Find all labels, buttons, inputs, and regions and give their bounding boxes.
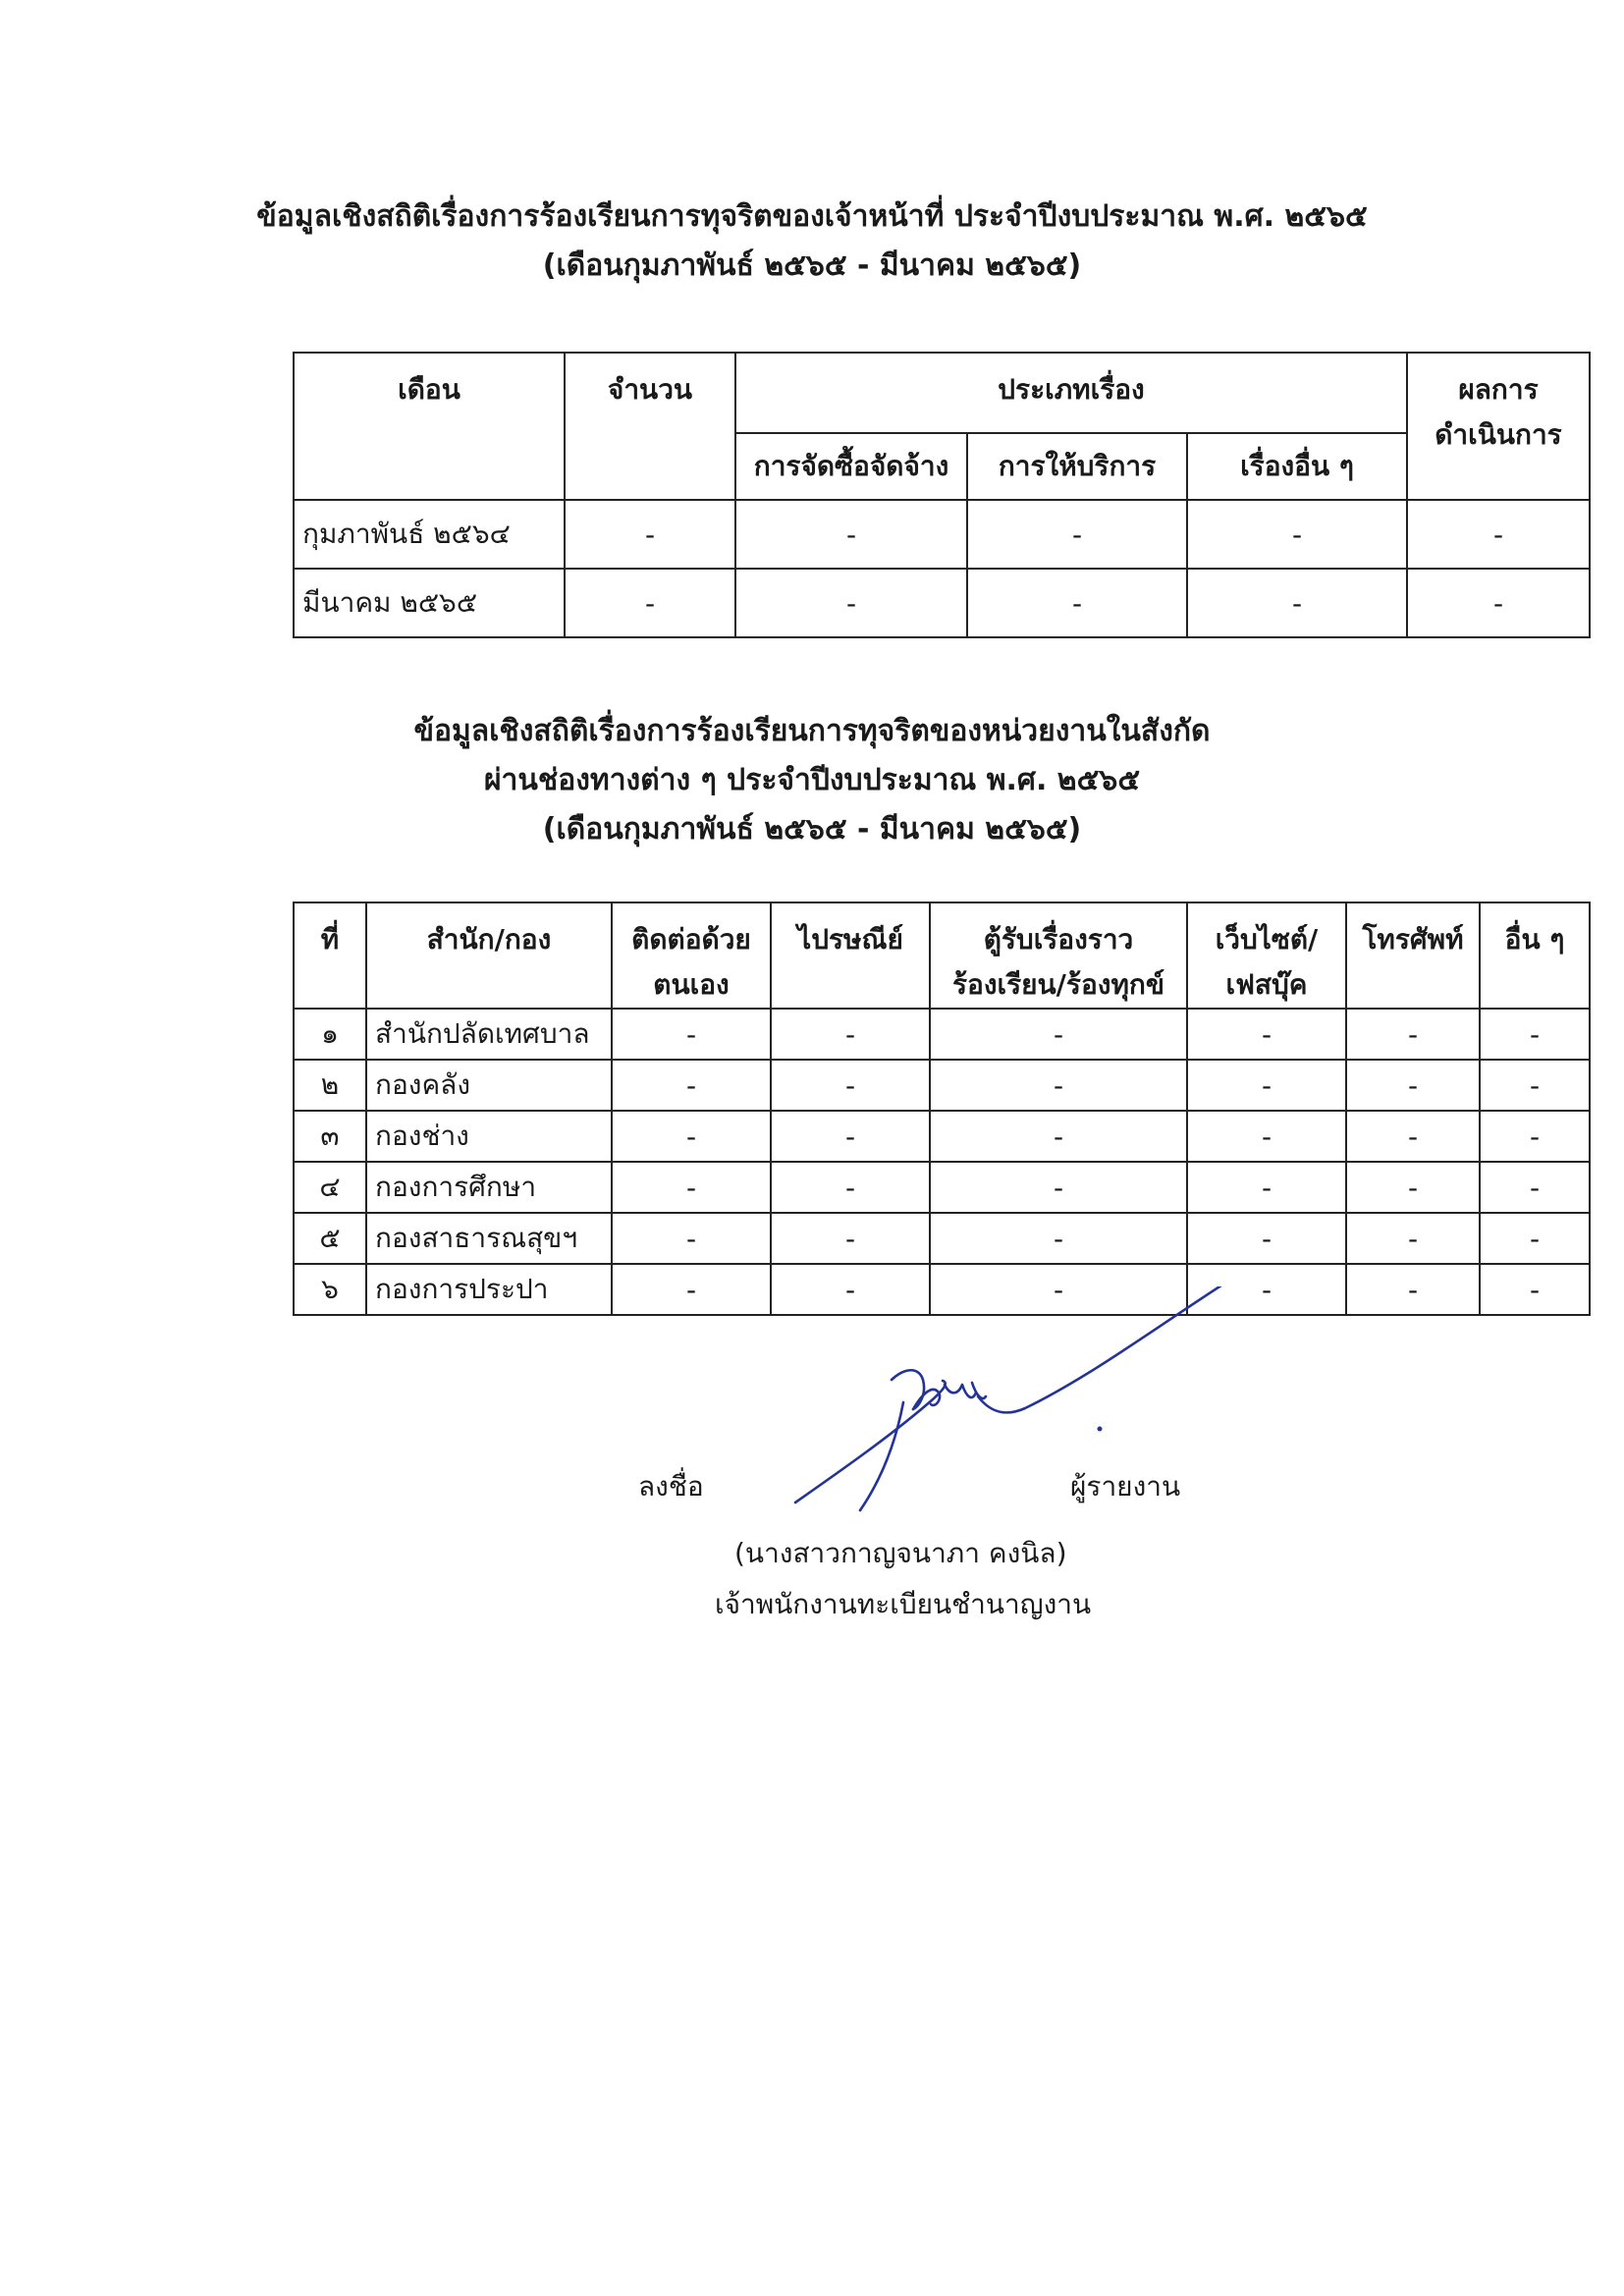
table-row [294,569,1590,637]
section2-heading [0,707,1624,854]
row-in-person: - [612,1111,771,1162]
row-other: - [1480,1213,1590,1264]
header-count: จำนวน [565,353,735,500]
row-service: - [967,569,1187,637]
row-post: - [771,1111,930,1162]
row-procurement: - [735,569,967,637]
row-in-person: - [612,1264,771,1315]
row-complaint-box: - [930,1060,1187,1111]
row-count: - [565,569,735,637]
row-result: - [1407,569,1590,637]
row-result: - [1407,500,1590,569]
row-office: สำนักปลัดเทศบาล [366,1009,612,1060]
officer-complaints-table [293,352,1591,638]
table-row [294,1111,1590,1162]
row-month: กุมภาพันธ์ ๒๕๖๔ [294,500,565,569]
row-in-person: - [612,1162,771,1213]
row-website: - [1187,1162,1346,1213]
header-other-matters: เรื่องอื่น ๆ [1187,433,1407,500]
header-result-line1: ผลการ [1458,373,1539,406]
row-post: - [771,1264,930,1315]
header-no: ที่ [294,902,366,1009]
header-procurement: การจัดซื้อจัดจ้าง [735,433,967,500]
section2-title-line2: ผ่านช่องทางต่าง ๆ ประจำปีงบประมาณ พ.ศ. ๒๕๖๕ [483,763,1141,797]
row-other: - [1480,1009,1590,1060]
row-no: ๔ [294,1162,366,1213]
table-row [294,500,1590,569]
row-complaint-box: - [930,1213,1187,1264]
row-website: - [1187,1060,1346,1111]
section1-heading [0,192,1624,291]
header-office: สำนัก/กอง [366,902,612,1009]
table-row [294,1060,1590,1111]
header-type: ประเภทเรื่อง [735,353,1407,433]
header-complaint-box [930,902,1187,1009]
row-complaint-box: - [930,1162,1187,1213]
row-other: - [1187,569,1407,637]
section2-title-line1: ข้อมูลเชิงสถิติเรื่องการร้องเรียนการทุจริตของหน่วยงานในสังกัด [413,714,1211,748]
row-other: - [1480,1111,1590,1162]
row-no: ๕ [294,1213,366,1264]
header-result-line2: ดำเนินการ [1435,418,1562,451]
row-in-person: - [612,1213,771,1264]
table-row [294,1213,1590,1264]
header-website [1187,902,1346,1009]
row-phone: - [1346,1009,1480,1060]
row-office: กองการศึกษา [366,1162,612,1213]
row-office: กองการประปา [366,1264,612,1315]
row-other: - [1187,500,1407,569]
row-phone: - [1346,1162,1480,1213]
row-office: กองคลัง [366,1060,612,1111]
row-no: ๒ [294,1060,366,1111]
header-website-line1: เว็บไซต์/ [1215,923,1319,956]
row-other: - [1480,1060,1590,1111]
header-in-person-line1: ติดต่อด้วย [631,923,751,956]
row-phone: - [1346,1213,1480,1264]
row-office: กองช่าง [366,1111,612,1162]
row-website: - [1187,1213,1346,1264]
row-post: - [771,1060,930,1111]
header-website-line2: เฟสบุ๊ค [1225,968,1308,1001]
row-service: - [967,500,1187,569]
row-complaint-box: - [930,1264,1187,1315]
section1-title-line1: ข้อมูลเชิงสถิติเรื่องการร้องเรียนการทุจริตของเจ้าหน้าที่ ประจำปีงบประมาณ พ.ศ. ๒๕๖๕ [256,199,1368,234]
section1-title-line2: (เดือนกุมภาพันธ์ ๒๕๖๕ - มีนาคม ๒๕๖๕) [542,248,1082,283]
row-website: - [1187,1009,1346,1060]
row-no: ๖ [294,1264,366,1315]
header-phone: โทรศัพท์ [1346,902,1480,1009]
header-service: การให้บริการ [967,433,1187,500]
table-row [294,1009,1590,1060]
header-in-person [612,902,771,1009]
row-procurement: - [735,500,967,569]
row-post: - [771,1213,930,1264]
row-in-person: - [612,1060,771,1111]
row-complaint-box: - [930,1111,1187,1162]
row-count: - [565,500,735,569]
sign-label: ลงชื่อ [638,1470,704,1503]
row-in-person: - [612,1009,771,1060]
row-post: - [771,1162,930,1213]
section2-title-line3: (เดือนกุมภาพันธ์ ๒๕๖๕ - มีนาคม ๒๕๖๕) [542,812,1082,847]
unit-complaints-table [293,902,1591,1316]
row-no: ๑ [294,1009,366,1060]
header-complaint-box-line1: ตู้รับเรื่องราว [983,923,1134,956]
row-phone: - [1346,1111,1480,1162]
reporter-label: ผู้รายงาน [1070,1470,1181,1503]
signer-name: (นางสาวกาญจนาภา คงนิล) [734,1537,1067,1569]
header-month: เดือน [294,353,565,500]
header-result [1407,353,1590,500]
row-other: - [1480,1162,1590,1213]
row-no: ๓ [294,1111,366,1162]
row-phone: - [1346,1264,1480,1315]
table-row [294,1162,1590,1213]
header-post: ไปรษณีย์ [771,902,930,1009]
header-complaint-box-line2: ร้องเรียน/ร้องทุกข์ [952,968,1164,1001]
signer-position: เจ้าพนักงานทะเบียนชำนาญงาน [715,1588,1092,1620]
row-month: มีนาคม ๒๕๖๕ [294,569,565,637]
header-other-channel: อื่น ๆ [1480,902,1590,1009]
row-phone: - [1346,1060,1480,1111]
row-other: - [1480,1264,1590,1315]
row-website: - [1187,1264,1346,1315]
row-office: กองสาธารณสุขฯ [366,1213,612,1264]
row-post: - [771,1009,930,1060]
row-complaint-box: - [930,1009,1187,1060]
row-website: - [1187,1111,1346,1162]
header-in-person-line2: ตนเอง [653,968,730,1001]
